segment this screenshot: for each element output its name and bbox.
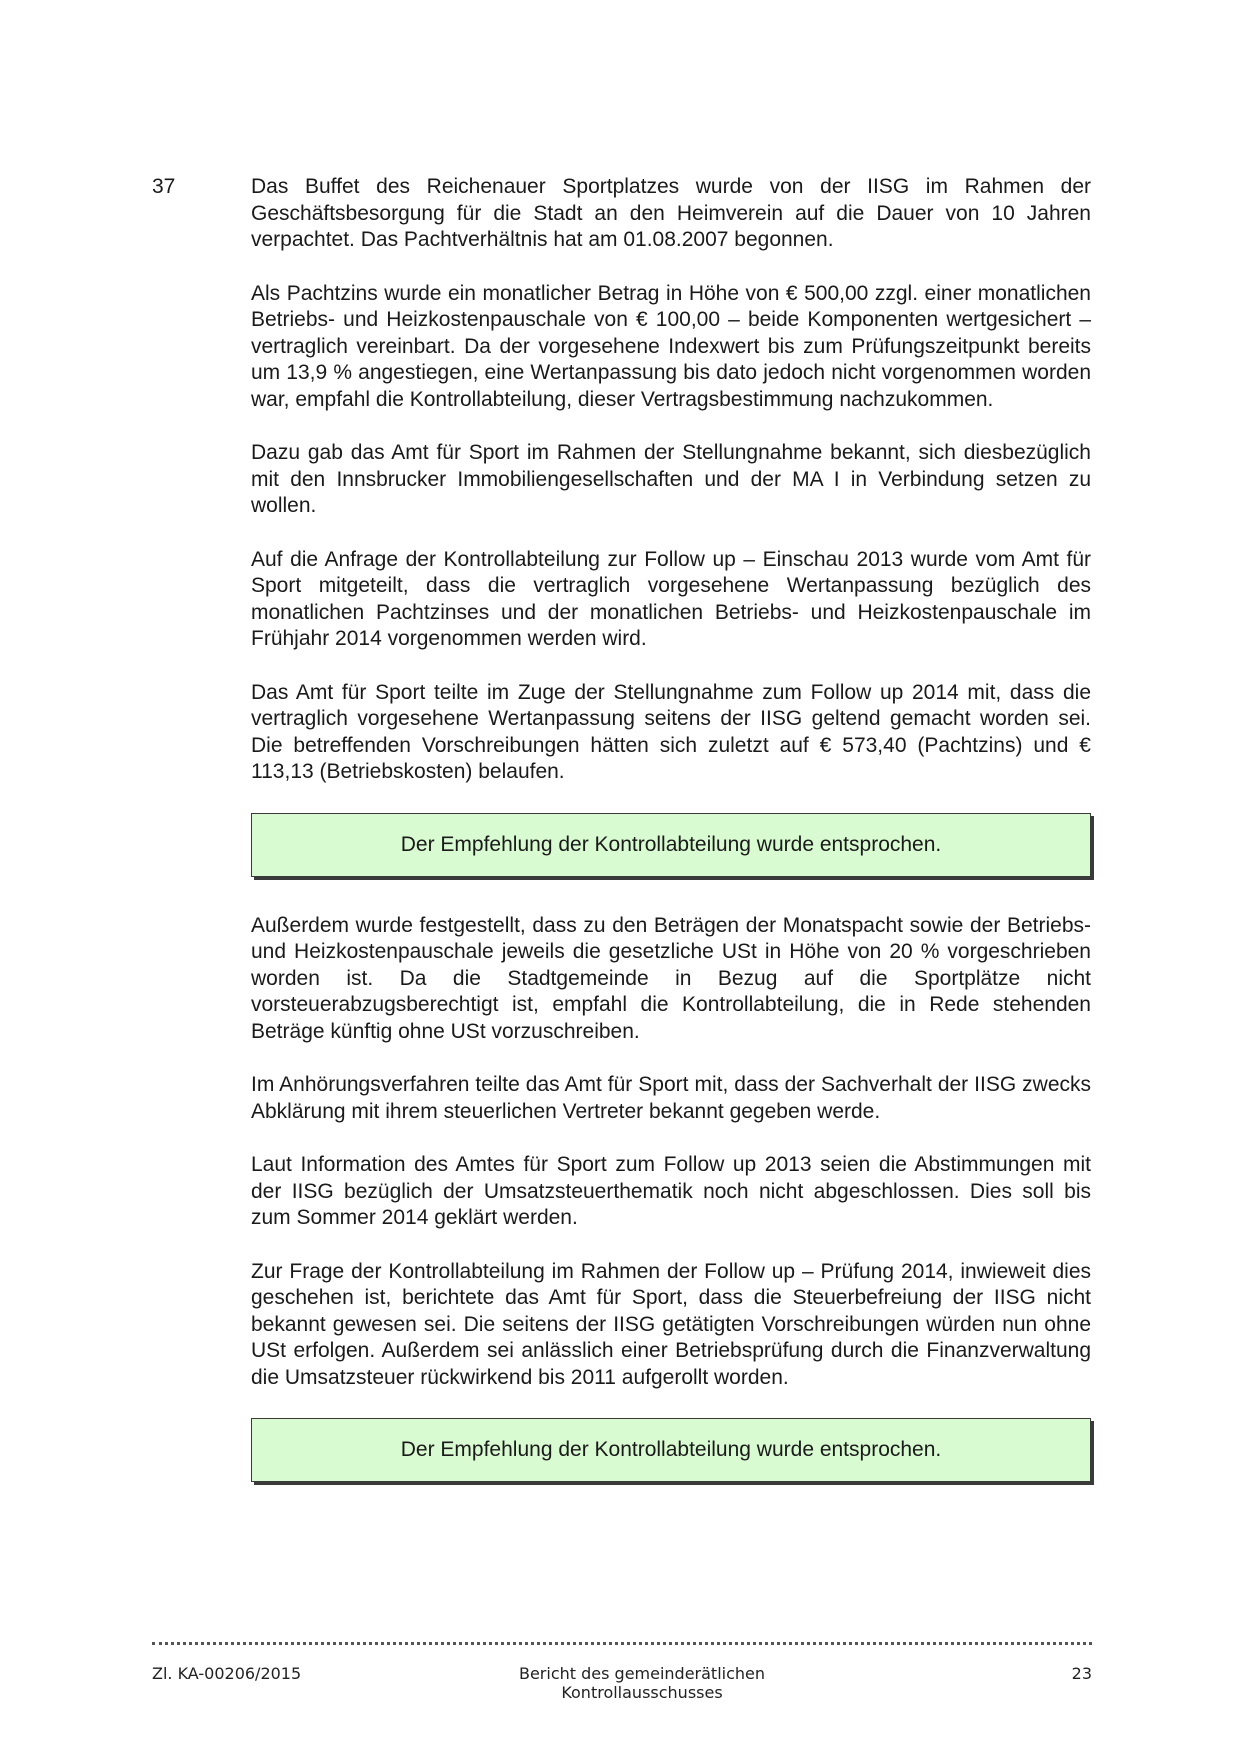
body-paragraph: Als Pachtzins wurde ein monatlicher Betrag in Höhe von € 500,00 zzgl. einer monatlichen Betriebs- und Heizkostenpauschale von € 100,00 – beide Komponenten wertgesichert – vertraglich vereinbart. Da der vorgesehene Indexwert bis zum Prüfungszeitpunkt bereits um 13,9 % angestiegen, eine Wertanpassung bis dato jedoch nicht vorgenommen worden war, empfahl die Kontrollabteilung, dieser Vertragsbestimmung nachzukommen. — [251, 281, 1091, 411]
body-paragraph: Laut Information des Amtes für Sport zum Follow up 2013 seien die Abstimmungen mit der IISG bezüglich der Umsatzsteuerthematik noch nicht abgeschlossen. Dies soll bis zum Sommer 2014 geklärt werden. — [251, 1153, 1091, 1229]
page-footer — [152, 1664, 1092, 1702]
footer-reference: Zl. KA-00206/2015 — [152, 1664, 302, 1683]
body-paragraph: Das Buffet des Reichenauer Sportplatzes wurde von der IISG im Rahmen der Geschäftsbesorgung für die Stadt an den Heimverein auf die Dauer von 10 Jahren verpachtet. Das Pachtverhältnis hat am 01.08.2007 begonnen. — [251, 175, 1091, 251]
body-paragraph: Das Amt für Sport teilte im Zuge der Stellungnahme zum Follow up 2014 mit, dass die vertraglich vorgesehene Wertanpassung seitens der IISG geltend gemacht worden sei. Die betreffenden Vorschreibungen hätten sich zuletzt auf € 573,40 (Pachtzins) und € 113,13 (Betriebskosten) belaufen. — [251, 680, 1091, 783]
footer-divider — [152, 1642, 1092, 1645]
document-body — [251, 174, 1091, 1518]
body-paragraph: Zur Frage der Kontrollabteilung im Rahmen der Follow up – Prüfung 2014, inwieweit dies geschehen ist, berichtete das Amt für Sport, dass die Steuerbefreiung der IISG nicht bekannt gewesen sei. Die seitens der IISG getätigten Vorschreibungen würden nun ohne USt erfolgen. Außerdem sei anlässlich einer Betriebsprüfung durch die Finanzverwaltung die Umsatzsteuer rückwirkend bis 2011 aufgerollt worden. — [251, 1259, 1091, 1389]
body-paragraph: Auf die Anfrage der Kontrollabteilung zur Follow up – Einschau 2013 wurde vom Amt für Sport mitgeteilt, dass die vertraglich vorgesehene Wertanpassung bezüglich des monatlichen Pachtzinses und der monatlichen Betriebs- und Heizkostenpauschale im Frühjahr 2014 vorgenommen werden wird. — [251, 547, 1091, 650]
page-number: 23 — [1071, 1664, 1092, 1683]
footer-title: Bericht des gemeinderätlichen Kontrollausschusses — [518, 1664, 766, 1702]
recommendation-status-box: Der Empfehlung der Kontrollabteilung wurde entsprochen. — [251, 813, 1091, 877]
body-paragraph: Im Anhörungsverfahren teilte das Amt für Sport mit, dass der Sachverhalt der IISG zwecks Abklärung mit ihrem steuerlichen Vertreter bekannt gegeben werde. — [251, 1073, 1091, 1123]
body-paragraph: Außerdem wurde festgestellt, dass zu den Beträgen der Monatspacht sowie der Betriebs- und Heizkostenpauschale jeweils die gesetzliche USt in Höhe von 20 % vorgeschrieben worden ist. Da die Stadtgemeinde in Bezug auf die Sportplätze nicht vorsteuerabzugsberechtigt ist, empfahl die Kontrollabteilung, die in Rede stehenden Beträge künftig ohne USt vorzuschreiben. — [251, 913, 1091, 1043]
paragraph-number: 37 — [152, 175, 176, 198]
recommendation-status-box: Der Empfehlung der Kontrollabteilung wurde entsprochen. — [251, 1418, 1091, 1482]
body-paragraph: Dazu gab das Amt für Sport im Rahmen der Stellungnahme bekannt, sich diesbezüglich mit den Innsbrucker Immobiliengesellschaften und der MA I in Verbindung setzen zu wollen. — [251, 441, 1091, 517]
